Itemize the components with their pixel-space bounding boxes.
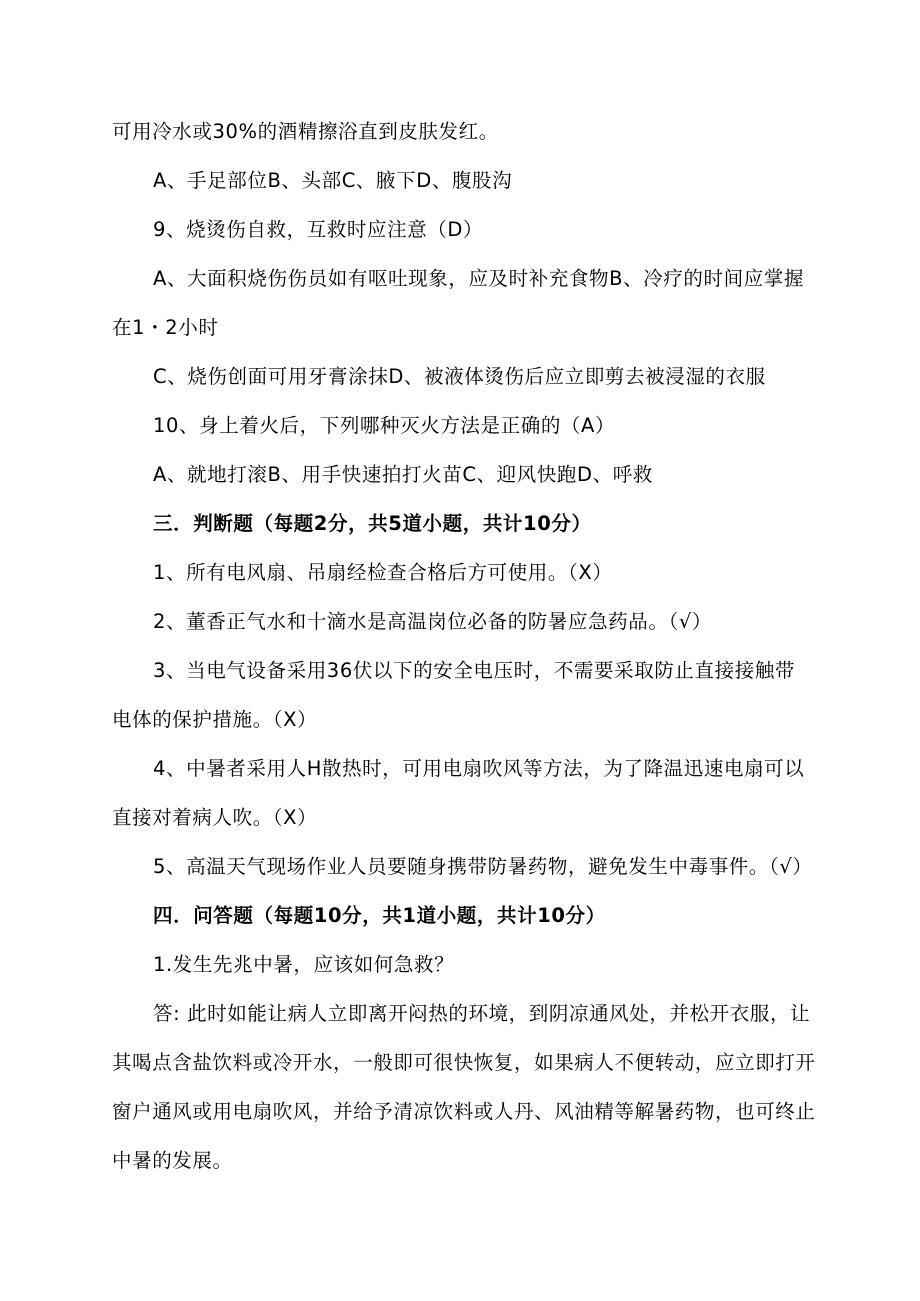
section-heading-judgment: 三．判断题（每题2分，共5道小题，共计10分） bbox=[153, 512, 592, 535]
text-line: 可用冷水或30%的酒精擦浴直到皮肤发红。 bbox=[112, 120, 499, 143]
judgment-item-1: 1、所有电风扇、吊扇经检查合格后方可使用。（X） bbox=[153, 561, 613, 584]
answer-options: C、烧伤创面可用牙膏涂抹D、被液体烫伤后应立即剪去被浸湿的衣服 bbox=[153, 365, 766, 388]
answer-options: A、手足部位B、头部C、腋下D、腹股沟 bbox=[153, 169, 513, 192]
question-10: 10、身上着火后，下列哪种灭火方法是正确的（A） bbox=[153, 414, 616, 437]
judgment-item-5: 5、高温天气现场作业人员要随身携带防暑药物，避免发生中毒事件。（√） bbox=[153, 855, 813, 878]
text-line: 中暑的发展。 bbox=[112, 1149, 233, 1172]
question-9: 9、烧烫伤自救，互救时应注意（D） bbox=[153, 218, 484, 241]
qa-answer: 答: 此时如能让病人立即离开闷热的环境，到阴凉通风处，并松开衣服，让 bbox=[153, 1002, 811, 1025]
section-heading-qa: 四．问答题（每题10分，共1道小题，共计10分） bbox=[153, 904, 606, 927]
judgment-item-3: 3、当电气设备采用36伏以下的安全电压时，不需要采取防止直接接触带 bbox=[153, 659, 796, 682]
text-line: 电体的保护措施。（X） bbox=[112, 708, 318, 731]
text-line: 在1・2小时 bbox=[112, 316, 219, 339]
text-line: 其喝点含盐饮料或冷开水，一般即可很快恢复，如果病人不便转动，应立即打开 bbox=[112, 1051, 816, 1074]
judgment-item-4: 4、中暑者采用人H散热时，可用电扇吹风等方法，为了降温迅速电扇可以 bbox=[153, 757, 805, 780]
answer-options: A、大面积烧伤伤员如有呕吐现象，应及时补充食物B、冷疗的时间应掌握 bbox=[153, 267, 805, 290]
text-line: 直接对着病人吹。（X） bbox=[112, 806, 318, 829]
text-line: 窗户通风或用电扇吹风，并给予清凉饮料或人丹、风油精等解暑药物，也可终止 bbox=[112, 1100, 816, 1123]
qa-question-1: 1.发生先兆中暑，应该如何急救？ bbox=[153, 953, 455, 976]
judgment-item-2: 2、董香正气水和十滴水是高温岗位必备的防暑应急药品。（√） bbox=[153, 610, 712, 633]
answer-options: A、就地打滚B、用手快速拍打火苗C、迎风快跑D、呼救 bbox=[153, 463, 653, 486]
